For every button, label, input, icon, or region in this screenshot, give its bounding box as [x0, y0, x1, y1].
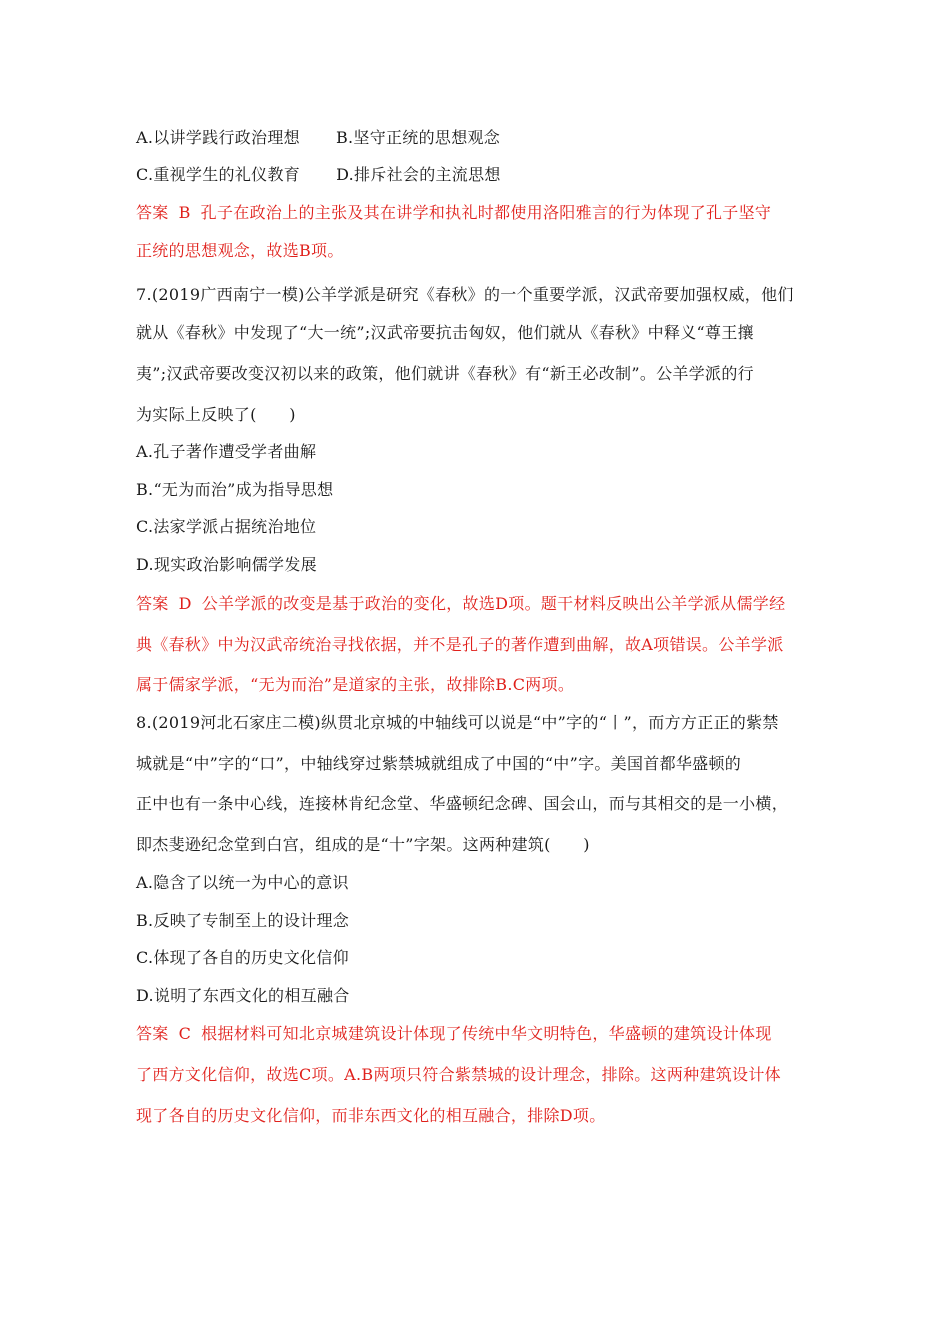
q7-answer-line-3: 属于儒家学派，“无为而治”是道家的主张，故排除B.C两项。 [136, 675, 575, 694]
q8-answer-text: 根据材料可知北京城建筑设计体现了传统中华文明特色，华盛顿的建筑设计体现 [201, 1024, 772, 1043]
q7-answer-line-2: 典《春秋》中为汉武帝统治寻找依据，并不是孔子的著作遭到曲解，故A项错误。公羊学派 [136, 635, 784, 654]
q6-answer-line-2: 正统的思想观念，故选B项。 [136, 241, 344, 260]
q8-stem-line: 城就是“中”字的“口”，中轴线穿过紫禁城就组成了中国的“中”字。美国首都华盛顿的 [136, 754, 742, 773]
q8-stem-line: 8.(2019河北石家庄二模)纵贯北京城的中轴线可以说是“中”字的“丨”，而方方正正的紫禁 [136, 713, 779, 732]
q7-answer-text: 公羊学派的改变是基于政治的变化，故选D项。题干材料反映出公羊学派从儒学经 [201, 594, 786, 613]
q6-option-a: A.以讲学践行政治理想 [136, 128, 300, 147]
q7-stem-line: 夷”;汉武帝要改变汉初以来的政策，他们就讲《春秋》有“新王必改制”。公羊学派的行 [136, 364, 754, 383]
q8-option-a: A.隐含了以统一为中心的意识 [136, 873, 349, 892]
q8-option-d: D.说明了东西文化的相互融合 [136, 986, 350, 1005]
q6-option-b: B.坚守正统的思想观念 [335, 128, 501, 147]
q7-stem-line: 为实际上反映了( ) [136, 405, 296, 424]
q8-answer-label: 答案 [136, 1024, 169, 1043]
q6-option-c: C.重视学生的礼仪教育 [136, 165, 301, 184]
q8-answer-line-2: 了西方文化信仰，故选C项。A.B两项只符合紫禁城的设计理念，排除。这两种建筑设计体 [136, 1065, 781, 1084]
q6-answer-line-1 [136, 202, 771, 224]
q6-options-row-1 [136, 127, 500, 149]
q7-option-d: D.现实政治影响儒学发展 [136, 555, 317, 574]
q8-answer-letter: C [178, 1024, 192, 1043]
q8-stem-line: 正中也有一条中心线，连接林肯纪念堂、华盛顿纪念碑、国会山，而与其相交的是一小横， [136, 794, 789, 813]
q7-stem-line: 7.(2019广西南宁一模)公羊学派是研究《春秋》的一个重要学派，汉武帝要加强权威，他们 [136, 285, 794, 304]
q7-option-b: B.“无为而治”成为指导思想 [136, 480, 334, 499]
q8-stem-line: 即杰斐逊纪念堂到白宫，组成的是“十”字架。这两种建筑( ) [136, 835, 590, 854]
q7-option-c: C.法家学派占据统治地位 [136, 517, 317, 536]
q7-stem-line: 就从《春秋》中发现了“大一统”;汉武帝要抗击匈奴，他们就从《春秋》中释义“尊王攘 [136, 323, 754, 342]
q6-option-d: D.排斥社会的主流思想 [336, 165, 501, 184]
q6-answer-letter: B [178, 203, 191, 222]
q7-answer-label: 答案 [136, 594, 169, 613]
q8-option-c: C.体现了各自的历史文化信仰 [136, 948, 349, 967]
q7-answer-line-1 [136, 593, 785, 615]
q8-option-b: B.反映了专制至上的设计理念 [136, 911, 350, 930]
q7-answer-letter: D [178, 594, 192, 613]
q7-option-a: A.孔子著作遭受学者曲解 [136, 442, 317, 461]
q6-answer-text: 孔子在政治上的主张及其在讲学和执礼时都使用洛阳雅言的行为体现了孔子坚守 [200, 203, 772, 222]
q6-options-row-2 [136, 164, 501, 186]
q8-answer-line-1 [136, 1023, 772, 1045]
q8-answer-line-3: 现了各自的历史文化信仰，而非东西文化的相互融合，排除D项。 [136, 1106, 606, 1125]
q6-answer-label: 答案 [136, 203, 169, 222]
